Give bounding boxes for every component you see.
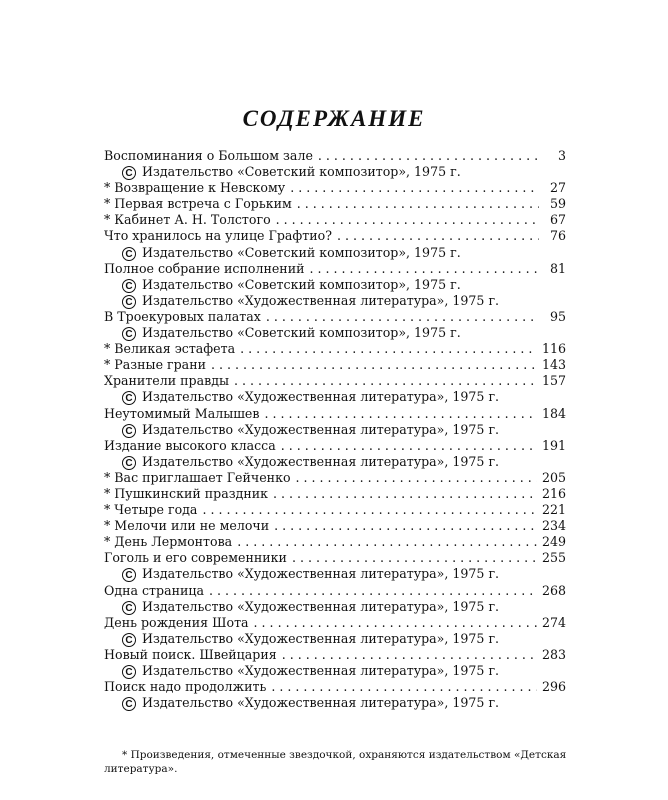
copyright-icon: C [122, 327, 136, 341]
toc-page-number: 255 [541, 550, 566, 566]
copyright-text: Издательство «Художественная литература», 1975 г. [142, 695, 500, 711]
copyright-line [104, 245, 566, 261]
copyright-line [104, 277, 566, 293]
dot-leader [274, 518, 537, 534]
copyright-text: Издательство «Советский композитор», 1975 г. [142, 244, 461, 260]
copyright-line [104, 422, 566, 438]
toc-entry [104, 583, 566, 599]
copyright-line [104, 164, 566, 180]
copyright-text: Издательство «Художественная литература», 1975 г. [142, 598, 500, 614]
toc-entry-title: * Мелочи или не мелочи [104, 518, 270, 534]
toc-entry [104, 357, 566, 373]
dot-leader [254, 615, 537, 631]
copyright-icon: C [122, 391, 136, 405]
toc-entry [104, 341, 566, 357]
dot-leader [237, 534, 537, 550]
dot-leader [211, 357, 537, 373]
copyright-icon: C [122, 697, 136, 711]
toc-entry-title: День рождения Шота [104, 614, 249, 630]
toc-entry [104, 148, 566, 164]
toc-entry [104, 486, 566, 502]
toc-entry [104, 180, 566, 196]
toc-entry-title: Поиск надо продолжить [104, 679, 267, 695]
toc-entry-title: Гоголь и его современники [104, 550, 287, 566]
dot-leader [281, 438, 537, 454]
copyright-icon: C [122, 601, 136, 615]
copyright-text: Издательство «Художественная литература», 1975 г. [142, 630, 500, 646]
copyright-line [104, 663, 566, 679]
copyright-icon: C [122, 665, 136, 679]
toc-page-number: 268 [541, 582, 566, 598]
toc-entry-title: * Первая встреча с Горьким [104, 196, 292, 212]
toc-entry-title: Полное собрание исполнений [104, 260, 305, 276]
toc-entry-title: Неутомимый Малышев [104, 405, 260, 421]
copyright-text: Издательство «Советский композитор», 1975 г. [142, 325, 461, 341]
copyright-text: Издательство «Художественная литература», 1975 г. [142, 453, 500, 469]
copyright-line [104, 454, 566, 470]
copyright-icon: C [122, 247, 136, 261]
copyright-text: Издательство «Художественная литература», 1975 г. [142, 663, 500, 678]
toc-entry-title: * Четыре года [104, 502, 198, 518]
copyright-icon: C [122, 166, 136, 180]
toc-page-number: 27 [549, 180, 566, 196]
footnote: * Произведения, отмеченные звездочкой, охраняются издательством «Детская литература». [104, 749, 567, 775]
table-of-contents [104, 148, 566, 711]
toc-entry [104, 470, 566, 486]
dot-leader [318, 148, 539, 164]
copyright-text: Издательство «Советский композитор», 1975 г. [142, 164, 461, 180]
toc-entry [104, 212, 566, 228]
toc-entry-title: * Разные грани [104, 357, 206, 373]
toc-page-number: 283 [541, 646, 566, 662]
copyright-icon: C [122, 568, 136, 582]
dot-leader [296, 470, 537, 486]
dot-leader [337, 228, 539, 244]
toc-entry [104, 534, 566, 550]
toc-page-number: 234 [541, 518, 566, 534]
copyright-text: Издательство «Художественная литература», 1975 г. [142, 292, 500, 308]
toc-entry [104, 228, 566, 244]
toc-entry-title: Новый поиск. Швейцария [104, 646, 277, 662]
toc-entry [104, 647, 566, 663]
dot-leader [282, 647, 537, 663]
copyright-icon: C [122, 456, 136, 470]
copyright-text: Издательство «Художественная литература», 1975 г. [142, 389, 500, 405]
dot-leader [276, 212, 539, 228]
page-title: СОДЕРЖАНИЕ [242, 106, 426, 131]
toc-page-number: 184 [541, 405, 566, 421]
toc-page-number: 143 [541, 357, 566, 373]
toc-entry-title: * Возвращение к Невскому [104, 180, 286, 196]
dot-leader [290, 180, 539, 196]
copyright-text: Издательство «Художественная литература», 1975 г. [142, 566, 500, 582]
toc-entry [104, 196, 566, 212]
dot-leader [202, 502, 537, 518]
dot-leader [309, 261, 539, 277]
toc-page-number: 81 [549, 260, 566, 276]
toc-entry-title: В Троекуровых палатах [104, 308, 261, 324]
toc-entry [104, 550, 566, 566]
dot-leader [264, 406, 536, 422]
toc-entry [104, 309, 566, 325]
toc-page-number: 296 [541, 679, 566, 695]
toc-entry [104, 373, 566, 389]
dot-leader [266, 309, 539, 325]
dot-leader [240, 341, 537, 357]
toc-page-number: 76 [549, 228, 566, 244]
toc-entry-title: Хранители правды [104, 373, 229, 389]
copyright-line [104, 599, 566, 615]
dot-leader [271, 679, 537, 695]
toc-entry-title: Что хранилось на улице Графтио? [104, 228, 332, 244]
copyright-text: Издательство «Советский композитор», 1975 г. [142, 276, 461, 292]
toc-entry-title: Издание высокого класса [104, 437, 276, 453]
toc-entry-title: Одна страница [104, 582, 204, 598]
toc-page-number: 116 [541, 341, 566, 357]
toc-entry [104, 615, 566, 631]
toc-entry-title: * Великая эстафета [104, 341, 236, 357]
copyright-text: Издательство «Художественная литература», 1975 г. [142, 421, 500, 437]
toc-page-number: 191 [541, 437, 566, 453]
toc-page-number: 221 [541, 502, 566, 518]
toc-page-number: 157 [541, 373, 566, 389]
toc-page-number: 249 [541, 534, 566, 550]
dot-leader [297, 196, 539, 212]
toc-entry [104, 518, 566, 534]
copyright-icon: C [122, 424, 136, 438]
dot-leader [273, 486, 537, 502]
toc-entry [104, 438, 566, 454]
toc-page-number: 3 [557, 148, 566, 163]
copyright-icon: C [122, 633, 136, 647]
toc-entry [104, 261, 566, 277]
copyright-line [104, 389, 566, 405]
copyright-line [104, 325, 566, 341]
toc-entry-title: Воспоминания о Большом зале [104, 148, 313, 163]
toc-page-number: 205 [541, 469, 566, 485]
copyright-line [104, 631, 566, 647]
copyright-line [104, 566, 566, 582]
copyright-line [104, 695, 566, 711]
toc-entry [104, 406, 566, 422]
toc-entry-title: * Кабинет А. Н. Толстого [104, 212, 271, 228]
copyright-icon: C [122, 295, 136, 309]
toc-page-number: 216 [541, 485, 566, 501]
toc-entry [104, 679, 566, 695]
toc-page-number: 67 [549, 212, 566, 228]
dot-leader [209, 583, 537, 599]
toc-entry-title: * День Лермонтова [104, 534, 233, 550]
toc-page-number: 59 [549, 196, 566, 212]
copyright-icon: C [122, 279, 136, 293]
copyright-line [104, 293, 566, 309]
toc-entry-title: * Пушкинский праздник [104, 485, 269, 501]
dot-leader [292, 550, 537, 566]
toc-page-number: 95 [549, 308, 566, 324]
toc-page-number: 274 [541, 614, 566, 630]
dot-leader [234, 373, 537, 389]
toc-entry [104, 502, 566, 518]
toc-entry-title: * Вас приглашает Гейченко [104, 469, 291, 485]
